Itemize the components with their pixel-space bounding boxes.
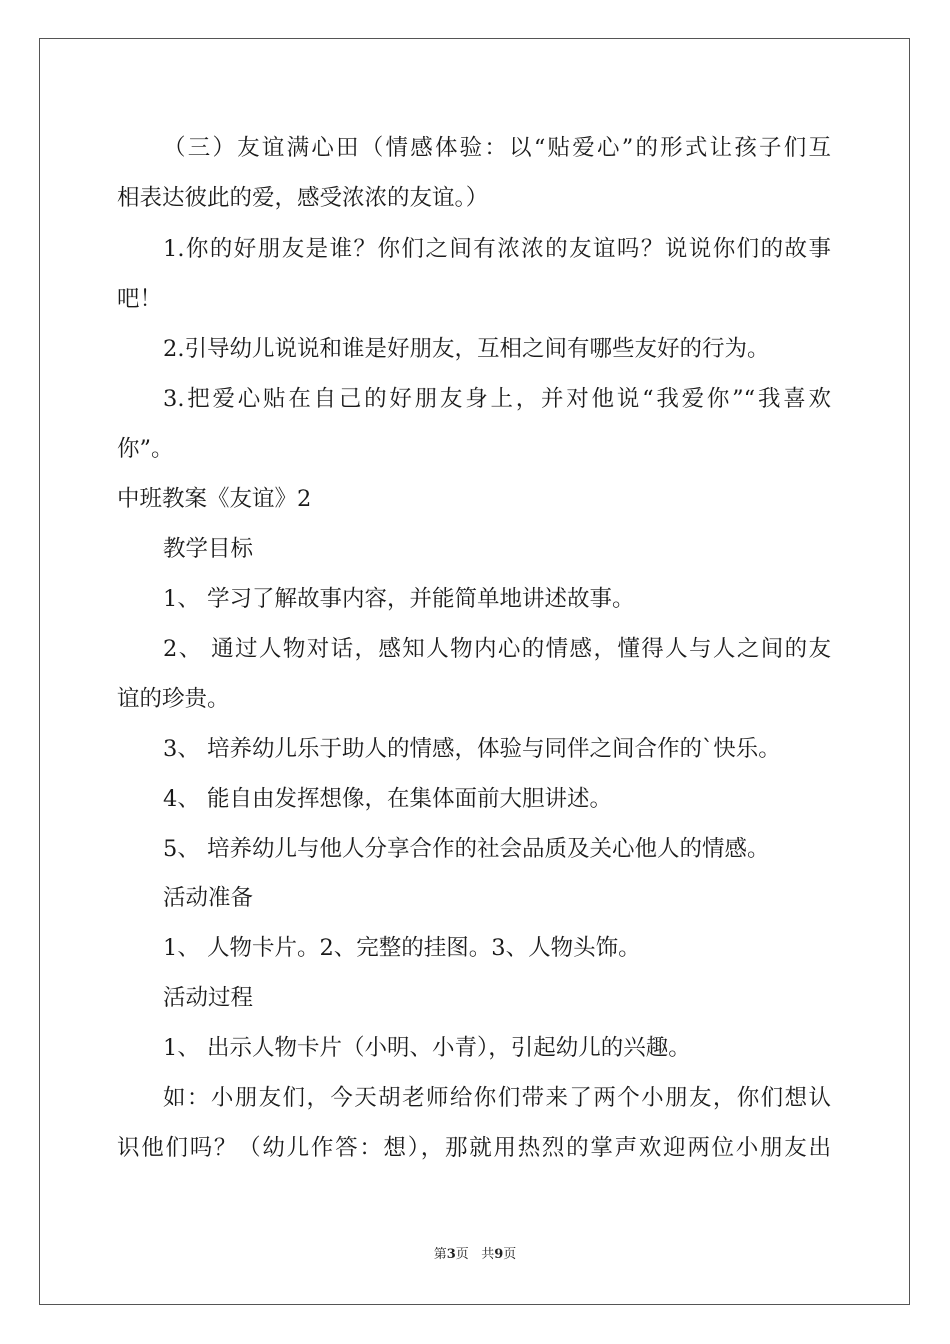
total-suffix: 页 — [503, 1247, 517, 1262]
text-line: 相表达彼此的爱，感受浓浓的友谊。） — [117, 185, 489, 211]
text-line: 识他们吗？（幼儿作答：想），那就用热烈的掌声欢迎两位小朋友出 — [117, 1135, 831, 1161]
page-number: 3 — [446, 1247, 456, 1262]
text-line: 4、 能自由发挥想像，在集体面前大胆讲述。 — [163, 786, 612, 812]
text-line: 1、 人物卡片。2、完整的挂图。3、人物头饰。 — [163, 935, 641, 961]
total-pages: 9 — [494, 1247, 504, 1262]
section-heading: 活动准备 — [163, 885, 254, 911]
text-line: 1、 学习了解故事内容，并能简单地讲述故事。 — [163, 586, 635, 612]
text-line: 如：小朋友们，今天胡老师给你们带来了两个小朋友，你们想认 — [163, 1085, 831, 1111]
text-line: 3、 培养幼儿乐于助人的情感，体验与同伴之间合作的`快乐。 — [163, 736, 781, 762]
page-border — [39, 38, 910, 1305]
text-line: （三）友谊满心田（情感体验：以“贴爱心”的形式让孩子们互 — [163, 135, 831, 161]
text-line: 2.引导幼儿说说和谁是好朋友，互相之间有哪些友好的行为。 — [163, 336, 770, 362]
text-line: 谊的珍贵。 — [117, 686, 230, 712]
total-prefix: 共 — [481, 1247, 495, 1262]
section-heading: 教学目标 — [163, 536, 254, 562]
text-line: 2、 通过人物对话，感知人物内心的情感，懂得人与人之间的友 — [163, 636, 831, 662]
page-footer — [0, 1246, 950, 1264]
section-title: 中班教案《友谊》2 — [117, 486, 312, 512]
section-heading: 活动过程 — [163, 985, 254, 1011]
text-line: 你”。 — [117, 436, 174, 462]
text-line: 1.你的好朋友是谁？你们之间有浓浓的友谊吗？说说你们的故事 — [163, 236, 831, 262]
page-prefix: 第 — [433, 1247, 447, 1262]
text-line: 吧！ — [117, 286, 163, 312]
text-line: 5、 培养幼儿与他人分享合作的社会品质及关心他人的情感。 — [163, 836, 770, 862]
page-suffix: 页 — [455, 1247, 469, 1262]
text-line: 3.把爱心贴在自己的好朋友身上，并对他说“我爱你”“我喜欢 — [163, 386, 831, 412]
text-line: 1、 出示人物卡片（小明、小青），引起幼儿的兴趣。 — [163, 1035, 691, 1061]
